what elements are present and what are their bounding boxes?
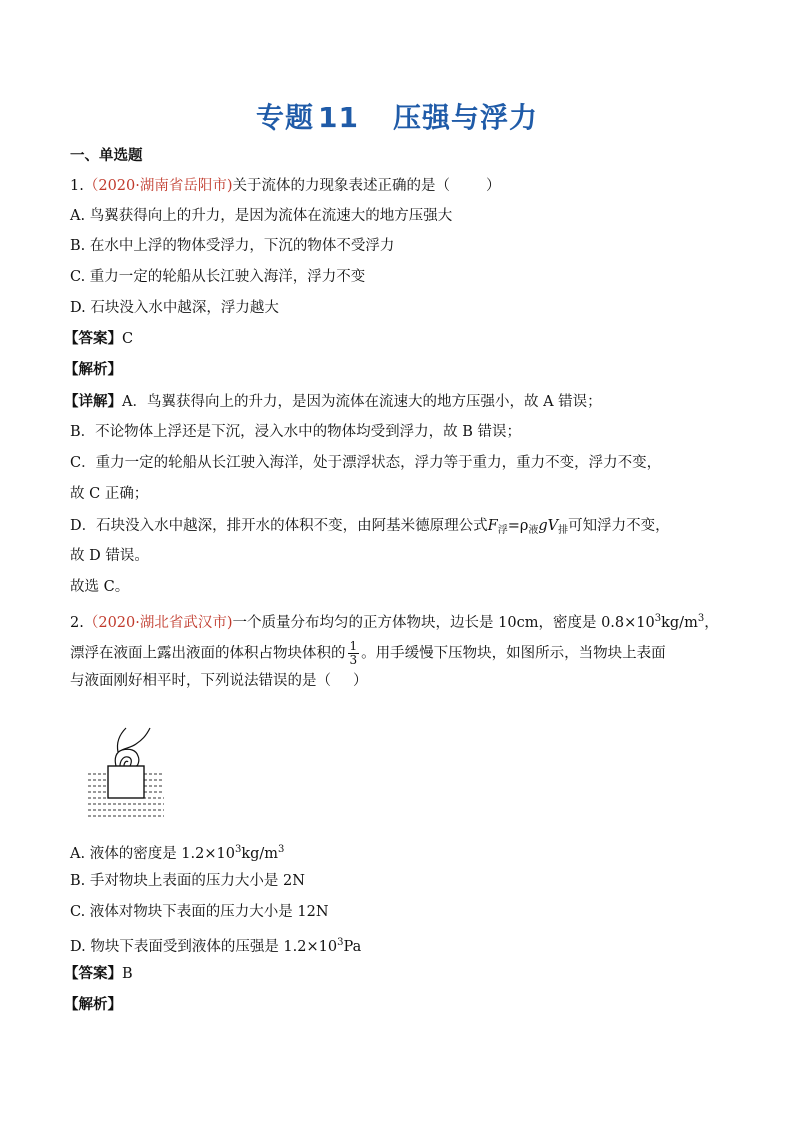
formula-sub-float: 浮 xyxy=(497,525,508,536)
section-heading: 一、单选题 xyxy=(70,148,143,164)
q1-option-d: D. 石块没入水中越深，浮力越大 xyxy=(70,300,279,316)
q2-option-c: C. 液体对物块下表面的压力大小是 12N xyxy=(70,904,329,920)
title-topic: 压强与浮力 xyxy=(392,101,538,134)
q2-stem3-text: 与液面刚好相平时，下列说法错误的是（ xyxy=(70,673,331,689)
q2-stem-line2 xyxy=(70,640,666,667)
q1-stem-text: 关于流体的力现象表述正确的是（ xyxy=(232,178,451,194)
cube-block xyxy=(108,766,144,798)
q2-answer-value: B xyxy=(122,966,133,982)
q2-answer-tag: 【答案】 xyxy=(64,966,122,982)
q1-detail-a-text: A．鸟翼获得向上的升力，是因为流体在流速大的地方压强小，故 A 错误； xyxy=(122,394,602,410)
q2-option-a-text: A. 液体的密度是 1.2×10 xyxy=(70,846,235,862)
q2-source: 2020·湖北省武汉市 xyxy=(98,615,227,631)
q1-answer-value: C xyxy=(122,331,134,347)
q1-conclusion: 故选 C。 xyxy=(70,579,130,595)
q1-option-c: C. 重力一定的轮船从长江驶入海洋，浮力不变 xyxy=(70,269,366,285)
q2-option-d xyxy=(70,933,361,957)
q2-stem1-text: 一个质量分布均匀的正方体物块，边长是 10cm，密度是 0.8×10 xyxy=(232,615,655,631)
q2-option-a-exp2: 3 xyxy=(278,844,285,855)
q2-option-b: B. 手对物块上表面的压力大小是 2N xyxy=(70,873,305,889)
q1-option-a: A. 鸟翼获得向上的升力，是因为流体在流速大的地方压强大 xyxy=(70,208,453,224)
q1-analysis-tag: 【解析】 xyxy=(64,362,122,378)
q2-stem1-end: ， xyxy=(704,615,719,631)
q2-stem3-close: ） xyxy=(353,673,368,689)
q2-option-d-unit: Pa xyxy=(343,939,362,955)
title-number: 11 xyxy=(318,101,359,134)
fraction-denominator: 3 xyxy=(349,653,358,667)
q1-detail-c2: 故 C 正确； xyxy=(70,486,149,502)
formula-gV: gV xyxy=(538,518,559,534)
page-title xyxy=(0,96,794,136)
fraction-numerator: 1 xyxy=(349,639,358,653)
formula-eq-rho: =ρ xyxy=(507,518,529,534)
q2-answer xyxy=(64,964,133,984)
q2-stem-line3 xyxy=(70,671,368,691)
q1-detail-c1: C．重力一定的轮船从长江驶入海洋，处于漂浮状态，浮力等于重力，重力不变，浮力不变， xyxy=(70,455,662,471)
q2-number: 2. xyxy=(70,615,84,631)
q2-option-a-exp: 3 xyxy=(234,844,242,855)
hand-icon xyxy=(115,728,150,766)
q1-option-b: B. 在水中上浮的物体受浮力，下沉的物体不受浮力 xyxy=(70,238,395,254)
q2-option-d-text: D. 物块下表面受到液体的压强是 1.2×10 xyxy=(70,939,338,955)
q2-stem1-exp2: 3 xyxy=(697,613,705,624)
formula-sub-displaced: 排 xyxy=(558,525,569,536)
q2-analysis-tag: 【解析】 xyxy=(64,997,122,1013)
q1-detail-a xyxy=(64,392,602,412)
q1-source-close: ) xyxy=(226,178,233,194)
q1-number: 1. xyxy=(70,178,84,194)
q2-stem1-exp: 3 xyxy=(654,613,662,624)
q2-option-a xyxy=(70,840,284,864)
hand-pressing-block-figure xyxy=(86,726,166,822)
formula-sub-liquid: 液 xyxy=(528,525,539,536)
q1-source: 2020·湖南省岳阳市 xyxy=(98,178,227,194)
q1-detail-b: B．不论物体上浮还是下沉，浸入水中的物体均受到浮力，故 B 错误； xyxy=(70,424,522,440)
q2-stem2-end: 。用手缓慢下压物块，如图所示，当物块上表面 xyxy=(361,645,666,662)
q1-answer-tag: 【答案】 xyxy=(64,331,122,347)
fraction-one-third xyxy=(348,640,360,667)
q1-detail-d1-end: 可知浮力不变， xyxy=(568,518,670,534)
q2-source-close: ) xyxy=(226,615,233,631)
q1-stem-close: ） xyxy=(486,178,501,194)
q2-source-open: （ xyxy=(83,615,99,631)
q1-detail-d1 xyxy=(70,516,670,541)
q2-stem-line1 xyxy=(70,609,719,633)
q2-stem2-text: 漂浮在液面上露出液面的体积占物块体积的 xyxy=(70,645,346,662)
q1-source-open: （ xyxy=(83,178,99,194)
title-prefix: 专题 xyxy=(256,101,315,134)
q2-stem1-unit: kg/m xyxy=(661,615,698,631)
formula-F: F xyxy=(487,518,498,534)
q2-option-a-unit: kg/m xyxy=(241,846,279,862)
q1-detail-d2: 故 D 错误。 xyxy=(70,548,149,564)
q1-stem xyxy=(70,176,501,196)
q1-detail-tag: 【详解】 xyxy=(64,394,122,410)
q1-detail-d1-text: D．石块没入水中越深，排开水的体积不变，由阿基米德原理公式 xyxy=(70,518,488,534)
q2-option-d-exp: 3 xyxy=(337,937,344,948)
q1-answer xyxy=(64,329,133,349)
